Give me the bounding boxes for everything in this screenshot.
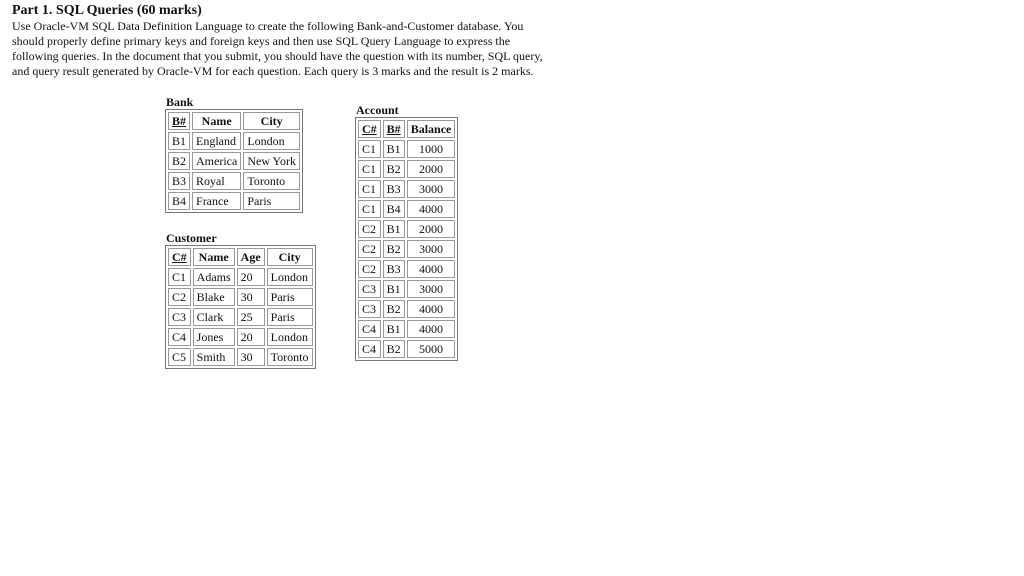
table-row — [358, 240, 455, 258]
table-row — [358, 180, 455, 198]
table-cell: 20 — [237, 268, 265, 286]
table-cell: 2000 — [407, 160, 456, 178]
table-cell: 2000 — [407, 220, 456, 238]
table-row — [168, 172, 300, 190]
column-header: City — [243, 112, 300, 130]
table-cell: B4 — [383, 200, 405, 218]
table-cell: Jones — [193, 328, 235, 346]
table-cell: Clark — [193, 308, 235, 326]
column-header: Name — [193, 248, 235, 266]
page-heading: Part 1. SQL Queries (60 marks) — [12, 3, 202, 18]
table-cell: America — [192, 152, 241, 170]
table-cell: C3 — [358, 300, 381, 318]
table-cell: 3000 — [407, 280, 456, 298]
table-cell: Paris — [267, 308, 313, 326]
table-header-row — [168, 248, 313, 266]
column-header: Age — [237, 248, 265, 266]
column-header: B# — [168, 112, 190, 130]
table-cell: 4000 — [407, 260, 456, 278]
table-row — [358, 220, 455, 238]
table-cell: C4 — [168, 328, 191, 346]
table-row — [358, 200, 455, 218]
table-cell: B1 — [383, 140, 405, 158]
table-cell: Paris — [243, 192, 300, 210]
bank-table — [165, 109, 303, 213]
table-row — [168, 192, 300, 210]
table-cell: C3 — [168, 308, 191, 326]
table-row — [358, 260, 455, 278]
table-cell: 20 — [237, 328, 265, 346]
table-cell: Paris — [267, 288, 313, 306]
table-header-row — [358, 120, 455, 138]
table-cell: C1 — [358, 200, 381, 218]
table-cell: C1 — [168, 268, 191, 286]
intro-line: Use Oracle-VM SQL Data Definition Language to create the following Bank-and-Customer database. You — [12, 19, 524, 33]
table-row — [358, 300, 455, 318]
table-cell: B1 — [383, 220, 405, 238]
intro-line: should properly define primary keys and foreign keys and then use SQL Query Language to express the — [12, 34, 511, 48]
table-cell: C4 — [358, 320, 381, 338]
table-header-row — [168, 112, 300, 130]
table-cell: London — [267, 268, 313, 286]
table-row — [168, 268, 313, 286]
table-row — [168, 152, 300, 170]
table-cell: C1 — [358, 160, 381, 178]
table-row — [168, 308, 313, 326]
table-cell: 4000 — [407, 300, 456, 318]
account-caption: Account — [356, 103, 399, 117]
table-cell: C5 — [168, 348, 191, 366]
table-cell: B2 — [168, 152, 190, 170]
table-cell: 5000 — [407, 340, 456, 358]
table-row — [168, 288, 313, 306]
table-row — [358, 280, 455, 298]
table-cell: 30 — [237, 288, 265, 306]
table-cell: B2 — [383, 300, 405, 318]
table-cell: Adams — [193, 268, 235, 286]
table-cell: 3000 — [407, 180, 456, 198]
table-cell: B3 — [383, 260, 405, 278]
table-cell: C1 — [358, 140, 381, 158]
customer-table — [165, 245, 316, 369]
table-cell: B2 — [383, 340, 405, 358]
table-row — [358, 160, 455, 178]
table-row — [168, 348, 313, 366]
account-table — [355, 117, 458, 361]
table-cell: C2 — [358, 220, 381, 238]
table-cell: B4 — [168, 192, 190, 210]
intro-line: and query result generated by Oracle-VM for each question. Each query is 3 marks and the result is 2 marks. — [12, 64, 534, 78]
table-cell: B3 — [383, 180, 405, 198]
table-cell: C1 — [358, 180, 381, 198]
table-cell: B1 — [383, 280, 405, 298]
table-cell: Royal — [192, 172, 241, 190]
table-cell: 4000 — [407, 320, 456, 338]
table-cell: B2 — [383, 160, 405, 178]
table-cell: C2 — [358, 240, 381, 258]
column-header: Balance — [407, 120, 456, 138]
column-header: C# — [168, 248, 191, 266]
table-cell: France — [192, 192, 241, 210]
table-cell: England — [192, 132, 241, 150]
table-row — [168, 328, 313, 346]
customer-caption: Customer — [166, 231, 217, 245]
table-cell: C4 — [358, 340, 381, 358]
table-cell: New York — [243, 152, 300, 170]
table-cell: C2 — [168, 288, 191, 306]
table-cell: 3000 — [407, 240, 456, 258]
table-row — [358, 340, 455, 358]
table-cell: Blake — [193, 288, 235, 306]
table-cell: B2 — [383, 240, 405, 258]
table-cell: C3 — [358, 280, 381, 298]
table-row — [358, 320, 455, 338]
table-row — [168, 132, 300, 150]
table-cell: Smith — [193, 348, 235, 366]
table-cell: 25 — [237, 308, 265, 326]
table-cell: 4000 — [407, 200, 456, 218]
table-cell: London — [267, 328, 313, 346]
column-header: C# — [358, 120, 381, 138]
table-cell: B1 — [383, 320, 405, 338]
table-cell: C2 — [358, 260, 381, 278]
table-cell: B1 — [168, 132, 190, 150]
table-cell: Toronto — [243, 172, 300, 190]
intro-line: following queries. In the document that you submit, you should have the question with its number, SQL query, — [12, 49, 543, 63]
table-cell: Toronto — [267, 348, 313, 366]
table-cell: 30 — [237, 348, 265, 366]
table-cell: B3 — [168, 172, 190, 190]
bank-caption: Bank — [166, 95, 194, 109]
table-row — [358, 140, 455, 158]
column-header: Name — [192, 112, 241, 130]
table-cell: 1000 — [407, 140, 456, 158]
table-cell: London — [243, 132, 300, 150]
column-header: B# — [383, 120, 405, 138]
intro-paragraph — [12, 19, 612, 79]
column-header: City — [267, 248, 313, 266]
